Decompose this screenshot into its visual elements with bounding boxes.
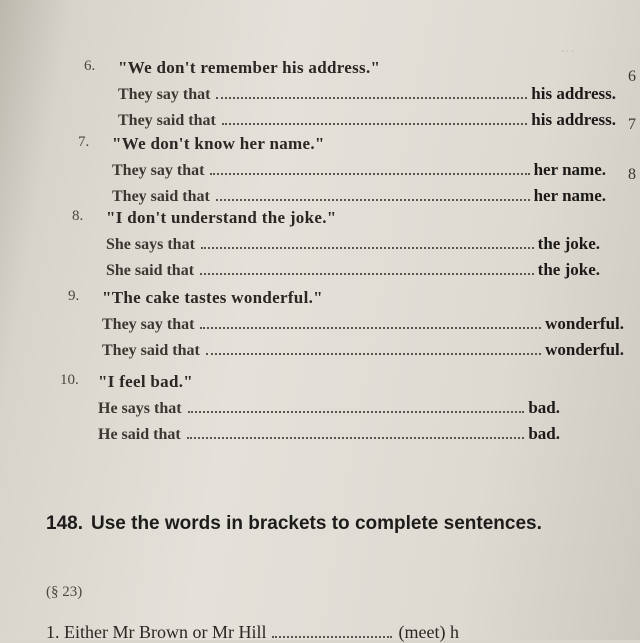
- answer-line-ending: wonderful.: [545, 314, 624, 333]
- answer-line: [98, 424, 560, 444]
- answer-line-label: They said that: [118, 112, 216, 129]
- answer-blank[interactable]: [201, 247, 534, 249]
- answer-blank[interactable]: [187, 437, 525, 439]
- exercise-quote: "We don't remember his address.": [118, 58, 381, 77]
- answer-line: [106, 260, 600, 280]
- exercise-number: 8.: [72, 208, 84, 224]
- answer-line: [112, 186, 606, 206]
- edge-number: 7: [628, 116, 636, 133]
- answer-line-label: He said that: [98, 426, 181, 443]
- answer-line-ending: his address.: [531, 84, 616, 103]
- answer-line-ending: bad.: [528, 424, 560, 443]
- answer-line: [102, 340, 624, 360]
- exercise-number: 10.: [60, 372, 79, 388]
- answer-line-ending: her name.: [533, 186, 606, 205]
- answer-line-ending: wonderful.: [545, 340, 624, 359]
- exercise-9: [68, 288, 624, 360]
- answer-blank[interactable]: [206, 353, 541, 355]
- answer-line-label: She says that: [106, 236, 195, 253]
- exercise-number: 7.: [78, 134, 90, 150]
- item-tail: (meet) h: [398, 622, 459, 642]
- exercise-8: [72, 208, 600, 280]
- answer-line-label: They say that: [102, 316, 195, 333]
- exercise-quote: "I don't understand the joke.": [106, 208, 337, 227]
- exercise-7: [78, 134, 606, 206]
- answer-line-label: They say that: [112, 162, 205, 179]
- answer-line: [112, 160, 606, 180]
- answer-line: [118, 110, 616, 130]
- answer-blank[interactable]: [222, 123, 527, 125]
- exercise-6: [84, 58, 616, 130]
- answer-line-ending: bad.: [528, 398, 560, 417]
- exercise-quote: "The cake tastes wonderful.": [102, 288, 323, 307]
- answer-blank[interactable]: [200, 327, 541, 329]
- answer-line: [106, 234, 600, 254]
- answer-line-ending: the joke.: [537, 260, 600, 279]
- answer-line: [98, 398, 560, 418]
- answer-blank[interactable]: [200, 273, 534, 275]
- edge-number: 8: [628, 166, 636, 183]
- answer-line-label: He says that: [98, 400, 182, 417]
- exercise-quote: "I feel bad.": [98, 372, 194, 391]
- answer-line: [102, 314, 624, 334]
- item-number: 1.: [46, 622, 60, 642]
- exercise-heading-number: 148.: [46, 513, 83, 534]
- exercise-heading-title: Use the words in brackets to complete sentences.: [90, 513, 542, 534]
- answer-line-label: They say that: [118, 86, 211, 103]
- grammar-reference: (§ 23): [46, 584, 83, 600]
- answer-line-ending: the joke.: [537, 234, 600, 253]
- answer-line-label: They said that: [102, 342, 200, 359]
- exercise-10: [60, 372, 560, 444]
- answer-blank[interactable]: [272, 636, 392, 638]
- answer-line-label: They said that: [112, 188, 210, 205]
- exercise-number: 9.: [68, 288, 80, 304]
- exercise-heading: [46, 510, 640, 538]
- answer-line-ending: her name.: [533, 160, 606, 179]
- exercise-quote: "We don't know her name.": [112, 134, 325, 153]
- exercise-number: 6.: [84, 58, 96, 74]
- show-through-text: …: [560, 40, 575, 56]
- answer-blank[interactable]: [216, 97, 527, 99]
- item-text: Either Mr Brown or Mr Hill: [64, 622, 267, 642]
- answer-blank[interactable]: [210, 173, 529, 175]
- edge-number: 6: [628, 68, 636, 85]
- answer-blank[interactable]: [216, 199, 530, 201]
- answer-line: [118, 84, 616, 104]
- answer-line-ending: his address.: [531, 110, 616, 129]
- answer-line-label: She said that: [106, 262, 195, 279]
- answer-blank[interactable]: [188, 411, 525, 413]
